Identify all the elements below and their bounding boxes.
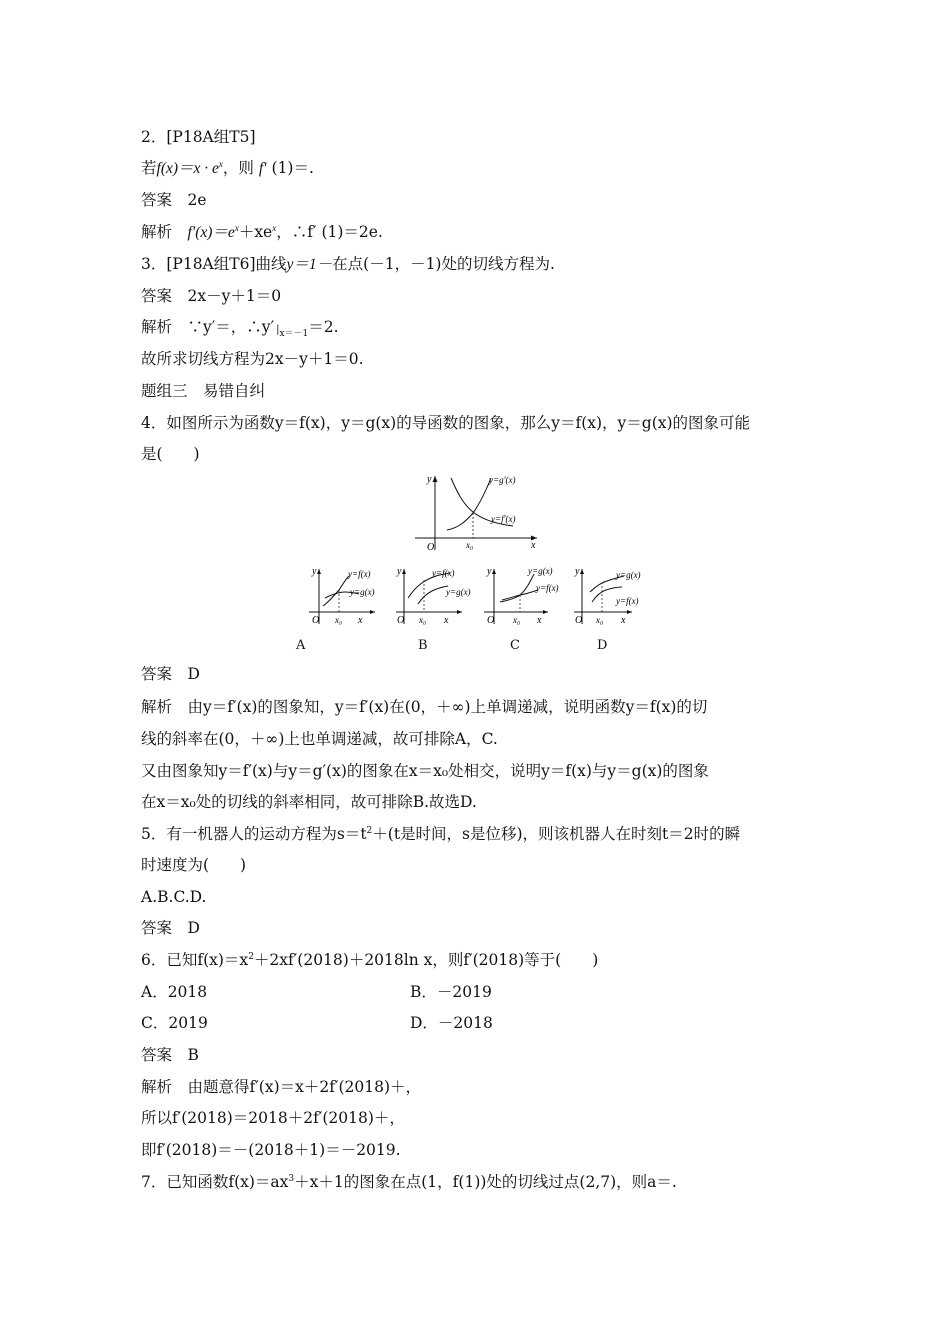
q4-answer: 答案 D (141, 665, 200, 683)
svg-text:x₀: x₀ (513, 615, 521, 625)
main-origin-label: O (427, 542, 435, 553)
q2-heading: 2．[P18A组T5] (141, 128, 256, 146)
svg-text:y=f(x): y=f(x) (616, 596, 639, 606)
q5-options: A.B.C.D. (141, 888, 207, 906)
q4-explanation-line4: 在x＝x₀处的切线的斜率相同，故可排除B.故选D. (141, 793, 477, 811)
q3-explanation: 解析 ∵y′＝，∴y′ $|_{x=-1}=2$. (141, 318, 339, 340)
q6-stem: 6．已知$f(x)=x^2+2xf'(2018)+2018\ln$ x，则f′(2018)等于( ) (141, 951, 599, 969)
q6-option-a: A．2018 (141, 983, 208, 1001)
main-x0-label: x₀ (466, 540, 474, 550)
q6-option-d: D．－2018 (410, 1014, 493, 1032)
option-d-letter: D (597, 638, 608, 653)
svg-text:O: O (487, 615, 495, 626)
option-a-graph (305, 564, 385, 628)
q6-explanation-line3: 即f′(2018)＝－(2018＋1)＝－2019. (141, 1141, 401, 1159)
svg-text:x: x (444, 615, 449, 626)
section-heading: 题组三 易错自纠 (141, 382, 266, 400)
svg-text:x₀: x₀ (419, 615, 427, 625)
svg-text:y=f(x): y=f(x) (432, 568, 455, 578)
q4-explanation-line1: 解析 由y＝f′(x)的图象知，y＝f′(x)在(0，＋∞)上单调递减，说明函数y＝f(x)的切 (141, 698, 708, 716)
main-y-label: y (427, 474, 432, 485)
option-c-graph (480, 564, 570, 628)
svg-text:O: O (397, 615, 405, 626)
svg-text:y: y (487, 566, 492, 577)
q6-answer: 答案 B (141, 1046, 199, 1064)
svg-text:O: O (312, 615, 320, 626)
option-b-letter: B (418, 638, 428, 653)
q5-stem-line1: 5．有一机器人的运动方程为$s=t^2+(t$是时间，s是位移)，则该机器人在时刻t＝2时的瞬 (141, 825, 741, 843)
q2-answer: 答案 2e (141, 191, 207, 209)
q3-stem: 3．[P18A组T6]曲线y＝1－在点(－1，－1)处的切线方程为. (141, 255, 555, 273)
q2-stem: 若$f(x)=x \cdot e^x$，则 f′ (1)＝. (141, 158, 314, 177)
q3-conclusion: 故所求切线方程为2x－y＋1＝0. (141, 350, 364, 368)
q4-stem-line2: 是( ) (141, 445, 200, 463)
svg-text:y: y (575, 566, 580, 577)
q5-stem-line2: 时速度为( ) (141, 856, 247, 874)
option-c-letter: C (510, 638, 520, 653)
q6-option-c: C．2019 (141, 1014, 208, 1032)
svg-text:x: x (537, 615, 542, 626)
q3-answer: 答案 2x－y＋1＝0 (141, 287, 282, 305)
derivative-graph-figure (405, 470, 545, 554)
q2-explanation: 解析 $f'(x)=e^x+xe^x$，∴f′ (1)＝2e. (141, 222, 383, 241)
svg-text:y: y (312, 566, 317, 577)
option-d-graph (570, 564, 658, 628)
svg-text:x: x (621, 615, 626, 626)
svg-text:y=f(x): y=f(x) (536, 583, 559, 593)
svg-text:x₀: x₀ (335, 615, 343, 625)
q6-explanation-line1: 解析 由题意得f′(x)＝x＋2f′(2018)＋， (141, 1078, 422, 1096)
q4-stem-line1: 4．如图所示为函数y＝f(x)，y＝g(x)的导函数的图象，那么y＝f(x)，y＝g(x)的图象可能 (141, 414, 751, 432)
svg-text:y: y (397, 566, 402, 577)
q6-option-b: B．－2019 (410, 983, 492, 1001)
svg-text:x₀: x₀ (596, 615, 604, 625)
q4-explanation-line3: 又由图象知y＝f′(x)与y＝g′(x)的图象在x＝x₀处相交，说明y＝f(x)与y＝g(x)的图象 (141, 762, 709, 780)
g-prime-curve (447, 478, 491, 530)
svg-text:y=g(x): y=g(x) (616, 570, 641, 580)
main-x-label: x (531, 540, 536, 551)
option-b-graph (392, 564, 480, 628)
svg-text:y=f(x): y=f(x) (348, 569, 371, 579)
svg-text:x: x (358, 615, 363, 626)
svg-text:y=g(x): y=g(x) (350, 587, 375, 597)
q4-explanation-line2: 线的斜率在(0，＋∞)上也单调递减，故可排除A，C. (141, 730, 498, 748)
f-prime-label: y=f′(x) (491, 514, 516, 524)
q7-stem: 7．已知函数$f(x)=ax^3+x+1$的图象在点(1，f(1))处的切线过点(2,7)，则a＝. (141, 1173, 677, 1191)
g-prime-label: y=g′(x) (489, 475, 516, 485)
svg-text:O: O (575, 615, 583, 626)
svg-text:y=g(x): y=g(x) (446, 587, 471, 597)
q6-explanation-line2: 所以f′(2018)＝2018＋2f′(2018)＋， (141, 1109, 405, 1127)
option-a-letter: A (296, 638, 306, 653)
q5-answer: 答案 D (141, 919, 200, 937)
svg-text:y=g(x): y=g(x) (528, 566, 553, 576)
